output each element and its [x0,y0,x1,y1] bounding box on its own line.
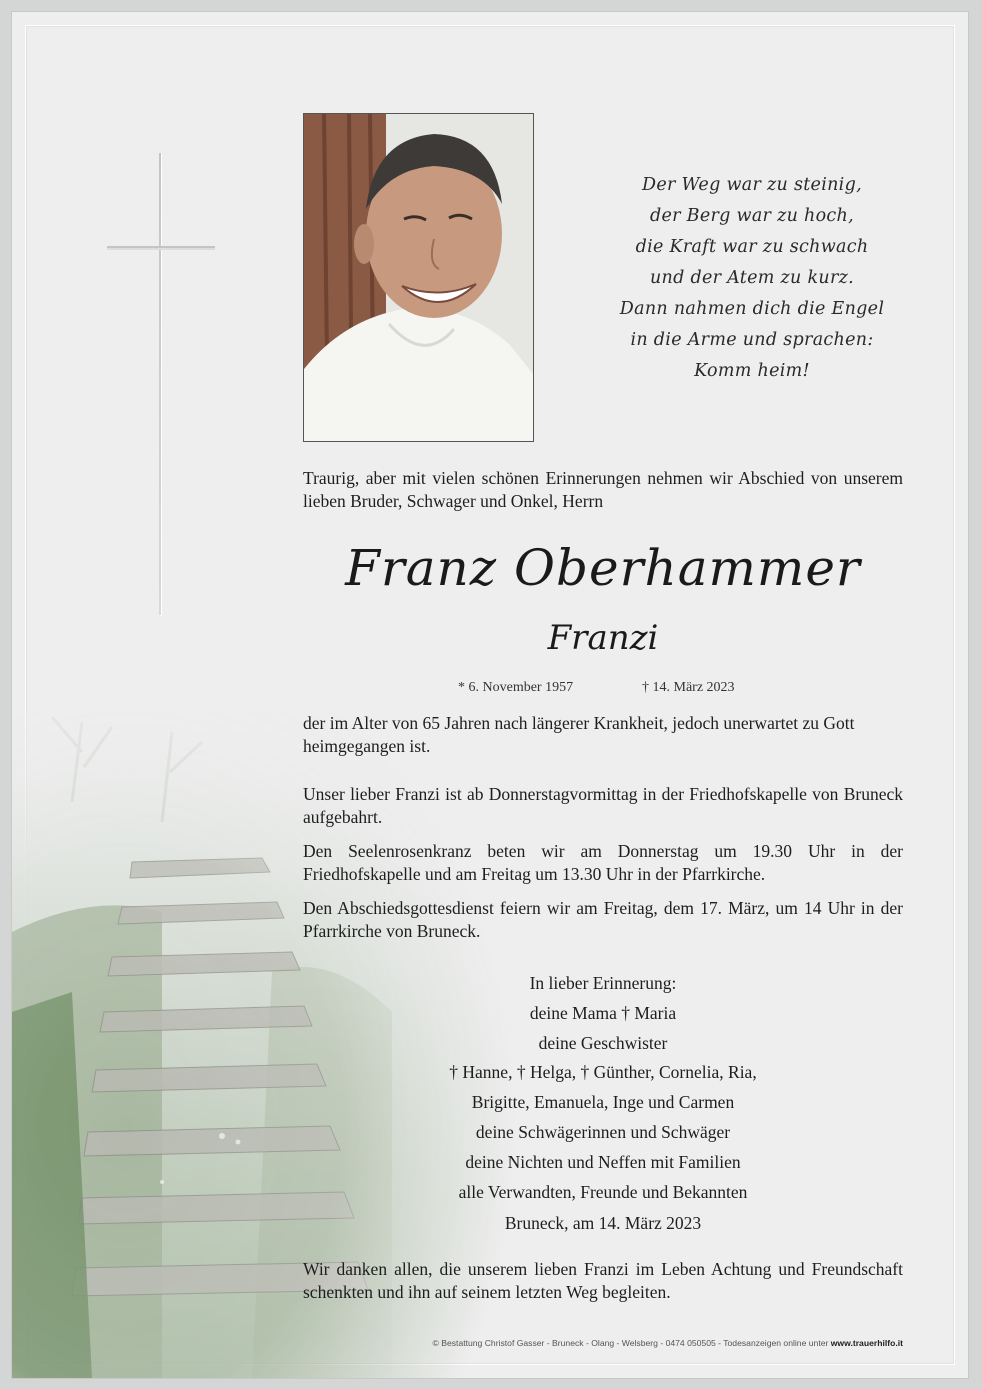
rosary-paragraph: Den Seelenrosenkranz beten wir am Donnerstag um 19.30 Uhr in der Friedhofskapelle und am Freitag um 13.30 Uhr in der Pfarrkirche. [303,841,903,884]
death-date: † 14. März 2023 [642,680,735,695]
mourner-line: deine Nichten und Neffen mit Familien [465,1151,741,1172]
poem-line: und der Atem zu kurz. [649,268,855,288]
deceased-name: Franz Oberhammer [345,539,861,597]
thanks-paragraph: Wir danken allen, die unserem lieben Franzi im Leben Achtung und Freundschaft schenkten und ihn auf seinem letzten Weg begleiten. [303,1259,903,1302]
funeral-paragraph: Den Abschiedsgottesdienst feiern wir am Freitag, dem 17. März, um 14 Uhr in der Pfarrkirche von Bruneck. [303,898,903,941]
poem-line: der Berg war zu hoch, [650,206,854,226]
poem-line: Komm heim! [694,361,810,381]
poem [572,170,932,387]
viewing-paragraph: Unser lieber Franzi ist ab Donnerstagvormittag in der Friedhofskapelle von Bruneck aufgebahrt. [303,784,903,827]
deceased-nickname: Franzi [547,618,659,658]
intro-text: Traurig, aber mit vielen schönen Erinnerungen nehmen wir Abschied von unserem lieben Bruder, Schwager und Onkel, Herrn [303,468,903,511]
cross-horizontal-bar [107,246,215,248]
mourner-line: In lieber Erinnerung: [529,973,677,993]
mourner-line: Brigitte, Emanuela, Inge und Carmen [471,1092,735,1113]
place-date: Bruneck, am 14. März 2023 [504,1213,702,1233]
footer-link[interactable]: www.trauerhilfo.it [830,1338,903,1348]
mourner-line: alle Verwandten, Freunde und Bekannten [458,1181,748,1202]
poem-line: Der Weg war zu steinig, [642,175,862,195]
mourner-line: deine Schwägerinnen und Schwäger [475,1121,731,1142]
footer-text: © Bestattung Christof Gasser - Bruneck - Olang - Welsberg - 0474 050505 - Todesanzeigen online unter [432,1338,831,1348]
age-paragraph: der im Alter von 65 Jahren nach längerer Krankheit, jedoch unerwartet zu Gott heimgegangen ist. [303,713,855,756]
mourner-line: deine Geschwister [538,1032,668,1053]
mourners-list [303,969,903,1207]
mourner-line: † Hanne, † Helga, † Günther, Cornelia, Ria, [449,1062,757,1083]
mourner-line: deine Mama † Maria [529,1002,677,1023]
portrait-image [304,114,533,441]
poem-line: die Kraft war zu schwach [635,237,869,257]
portrait-photo [303,113,534,442]
cross-vertical-bar [159,153,161,615]
birth-date: * 6. November 1957 [458,680,574,695]
footer [303,1338,903,1348]
poem-line: in die Arme und sprachen: [630,330,874,350]
obituary-page [12,12,968,1378]
poem-line: Dann nahmen dich die Engel [619,299,885,319]
